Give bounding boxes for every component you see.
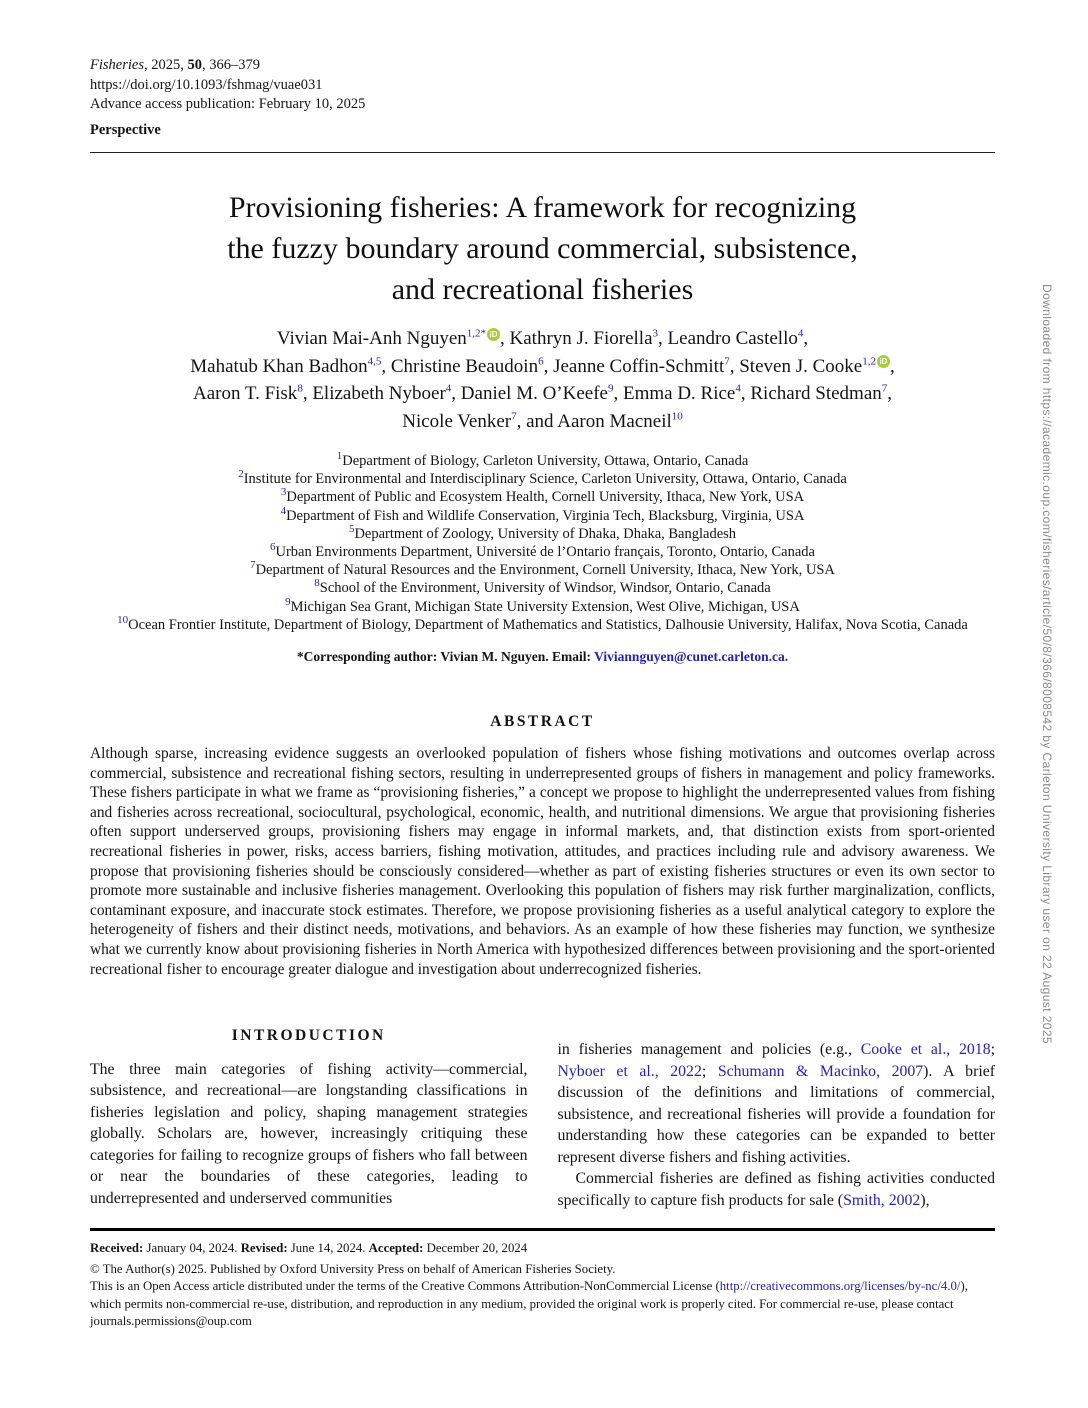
author-affiliation-superscript: 4,5 [367, 355, 382, 368]
download-watermark: Downloaded from https://academic.oup.com/fisheries/article/50/8/366/8008542 by Carleton University Library user on 22 August 2025 [1040, 284, 1054, 1044]
author-line: Nicole Venker$^7$, and Aaron Macneil$^{10}$ [402, 410, 683, 432]
author-name: Mahatub Khan Badhon [190, 355, 368, 377]
author-line: Vivian Mai-Anh Nguyen$^{1,2*}$ iD , Kathryn J. Fiorella$^3$, Leandro Castello$^4$, [276, 327, 809, 349]
orcid-icon[interactable]: iD [877, 355, 890, 368]
author-name: Richard Stedman [750, 383, 882, 404]
right-column [558, 1025, 996, 1211]
author-affiliation-superscript: 7 [724, 355, 730, 368]
affiliation-superscript: 5 [348, 522, 355, 535]
author-name: Leandro Castello [667, 328, 798, 349]
journal-header [90, 56, 995, 140]
affiliation-superscript: 3 [280, 486, 287, 499]
corresponding-author-line: *Corresponding author: Vivian M. Nguyen. Email: Viviannguyen@cunet.carleton.ca. [296, 649, 789, 665]
author-name: Steven J. Cooke [739, 355, 863, 377]
abstract-text: Although sparse, increasing evidence suggests an overlooked population of fishers whose fishing motivations and outcomes overlap across commercial, subsistence and recreational fishing sectors, resulting in underrepresented groups of fishers in management and policy frameworks. These fishers participate in what we frame as “provisioning fisheries,” a concept we propose to highlight the underrepresented values from fishing and fisheries across recreational, sociocultural, psychological, economic, health, and nutritional dimensions. We argue that provisioning fisheries often support underserved groups, provisioning fishers may engage in informal markets, and, that distinction exists from sport-oriented recreational fisheries in power, risks, access barriers, fishing motivation, attitudes, and practices including rule and advisory awareness. We propose that provisioning fisheries should be consciously considered—whether as part of existing fisheries structures or even its own sector to promote more sustainable and inclusive fisheries management. Overlooking this population of fishers may risk further marginalization, conflicts, contaminant exposure, and inaccurate stock estimates. Therefore, we propose provisioning fisheries as a useful analytical category to explore the heterogeneity of fishers and their distinct needs, motivations, and behaviors. As an example of how these fisheries may function, we synthesize what we currently know about provisioning fisheries in North America with hypothesized differences between provisioning and the sport-oriented recreational fisher to encourage greater dialogue and investigation about underrecognized fisheries. [90, 745, 995, 978]
inline-link[interactable]: Cooke et al., 2018 [860, 1041, 991, 1059]
author-name: Nicole Venker [402, 410, 512, 432]
author-affiliation-superscript: 4 [445, 382, 452, 395]
author-name: Aaron Macneil [557, 410, 672, 432]
author-line: Mahatub Khan Badhon$^{4,5}$, Christine Beaudoin$^6$, Jeanne Coffin-Schmitt$^7$, Steven J. Cooke$^{1,2}$ iD , [190, 355, 895, 377]
affiliation-superscript: 4 [280, 504, 287, 517]
author-name: Jeanne Coffin-Schmitt [553, 355, 725, 377]
author-line: Aaron T. Fisk$^8$, Elizabeth Nyboer$^4$, Daniel M. O’Keefe$^9$, Emma D. Rice$^4$, Richard Stedman$^7$, [192, 382, 893, 404]
affiliation-list [107, 452, 979, 634]
affiliation-superscript: 6 [270, 541, 276, 554]
affiliation-superscript: 2 [238, 468, 244, 481]
abstract-heading: ABSTRACT [490, 713, 595, 731]
author-name: Aaron T. Fisk [192, 383, 298, 404]
affiliation-superscript: 1 [336, 450, 343, 463]
affiliation-line: $^1$Department of Biology, Carleton University, Ottawa, Ontario, Canada [336, 450, 749, 469]
title-line: the fuzzy boundary around commercial, subsistence, [227, 232, 858, 265]
inline-link[interactable]: Nyboer et al., 2022 [557, 1062, 702, 1080]
inline-link[interactable]: Viviannguyen@cunet.carleton.ca. [594, 649, 789, 665]
author-affiliation-superscript: 7 [511, 410, 517, 423]
author-name: Christine Beaudoin [390, 355, 539, 377]
affiliation-line: $^{10}$Ocean Frontier Institute, Department of Biology, Department of Mathematics and Statistics, Dalhousie University, Halifax, Nova Scotia, Canada [117, 614, 968, 633]
journal-citation: Fisheries, 2025, 50, 366–379 [90, 57, 260, 73]
license-text: This is an Open Access article distributed under the terms of the Creative Commons Attribution-NonCommercial License (http://creativecommons.org/licenses/by-nc/4.0/), which permits non-commercial re-use, distribution, and reproduction in any medium, provided the original work is properly cited. For commercial re-use, please contact journals.permissions@oup.com [90, 1279, 968, 1328]
introduction-paragraph-2: in fisheries management and policies (e.g., Cooke et al., 2018; Nyboer et al., 2022; Schumann & Macinko, 2007). A brief discussion of the definitions and limitations of commercial, subsistence, and recreational fisheries will provide a foundation for understanding how these categories can be expanded to better represent diverse fishers and fishing activities. [557, 1041, 995, 1166]
inline-link[interactable]: Smith, 2002 [843, 1191, 921, 1209]
author-affiliation-superscript: 4 [735, 382, 741, 395]
author-affiliation-superscript: 9 [607, 382, 614, 395]
author-affiliation-superscript: 6 [538, 355, 544, 368]
inline-link[interactable]: Schumann & Macinko, 2007 [717, 1062, 924, 1080]
author-name: Emma D. Rice [622, 383, 736, 404]
affiliation-line: $^7$Department of Natural Resources and the Environment, Cornell University, Ithaca, New York, USA [250, 559, 835, 579]
header-divider [90, 152, 995, 153]
affiliation-line: $^2$Institute for Environmental and Interdisciplinary Science, Carleton University, Ottawa, Ontario, Canada [238, 468, 847, 488]
affiliation-line: $^5$Department of Zoology, University of Dhaka, Dhaka, Bangladesh [348, 522, 737, 542]
author-affiliation-superscript: 4 [797, 327, 804, 340]
author-affiliation-superscript: 8 [297, 382, 303, 395]
introduction-heading: INTRODUCTION [231, 1027, 386, 1045]
orcid-icon[interactable]: iD [487, 328, 500, 341]
advance-access-line: Advance access publication: February 10, 2025 [90, 96, 366, 112]
author-name: Elizabeth Nyboer [312, 383, 446, 404]
author-list [90, 325, 995, 435]
footer-divider [90, 1228, 995, 1231]
affiliation-line: $^9$Michigan Sea Grant, Michigan State University Extension, West Olive, Michigan, USA [285, 595, 800, 615]
copyright-line: © The Author(s) 2025. Published by Oxford University Press on behalf of American Fisheries Society. [90, 1261, 616, 1276]
inline-link[interactable]: http://creativecommons.org/licenses/by-nc/4.0/ [719, 1279, 961, 1293]
article-title [90, 187, 995, 310]
introduction-paragraph-3: Commercial fisheries are defined as fishing activities conducted specifically to capture fish products for sale (Smith, 2002), [557, 1170, 995, 1209]
article-footer [90, 1228, 995, 1331]
article-type-label: Perspective [90, 121, 161, 138]
author-affiliation-superscript: 10 [671, 410, 683, 423]
author-affiliation-superscript: 7 [881, 382, 888, 395]
affiliation-line: $^4$Department of Fish and Wildlife Conservation, Virginia Tech, Blacksburg, Virginia, USA [280, 504, 805, 524]
affiliation-line: $^6$Urban Environments Department, Université de l’Ontario français, Toronto, Ontario, Canada [270, 541, 815, 561]
received-dates-line: Received: January 04, 2024. Revised: June 14, 2024. Accepted: December 20, 2024 [90, 1241, 528, 1255]
author-affiliation-superscript: 1,2* [466, 327, 487, 340]
affiliation-line: $^3$Department of Public and Ecosystem Health, Cornell University, Ithaca, New York, USA [280, 486, 805, 506]
affiliation-superscript: 10 [117, 614, 129, 626]
affiliation-superscript: 9 [285, 595, 291, 608]
introduction-paragraph-1: The three main categories of fishing activity—commercial, subsistence, and recreational—are longstanding classifications in fisheries legislation and policy, shaping management strategies globally. Scholars are, however, increasingly critiquing these categories for failing to recognize groups of fishers who fall between or near the boundaries of these categories, leading to underrepresented and underserved communities [90, 1060, 528, 1207]
body-columns [90, 1025, 995, 1211]
affiliation-superscript: 7 [250, 559, 256, 572]
title-line: Provisioning fisheries: A framework for recognizing [228, 191, 857, 224]
author-name: Vivian Mai-Anh Nguyen [276, 328, 467, 349]
title-line: and recreational fisheries [391, 273, 694, 306]
author-name: Kathryn J. Fiorella [509, 328, 653, 349]
author-name: Daniel M. O’Keefe [460, 383, 608, 404]
left-column [90, 1025, 528, 1211]
affiliation-line: $^8$School of the Environment, University of Windsor, Windsor, Ontario, Canada [314, 577, 771, 597]
affiliation-superscript: 8 [314, 577, 320, 590]
author-affiliation-superscript: 3 [652, 327, 659, 340]
doi-link[interactable]: https://doi.org/10.1093/fshmag/vuae031 [90, 76, 323, 93]
author-affiliation-superscript: 1,2 [862, 355, 876, 368]
